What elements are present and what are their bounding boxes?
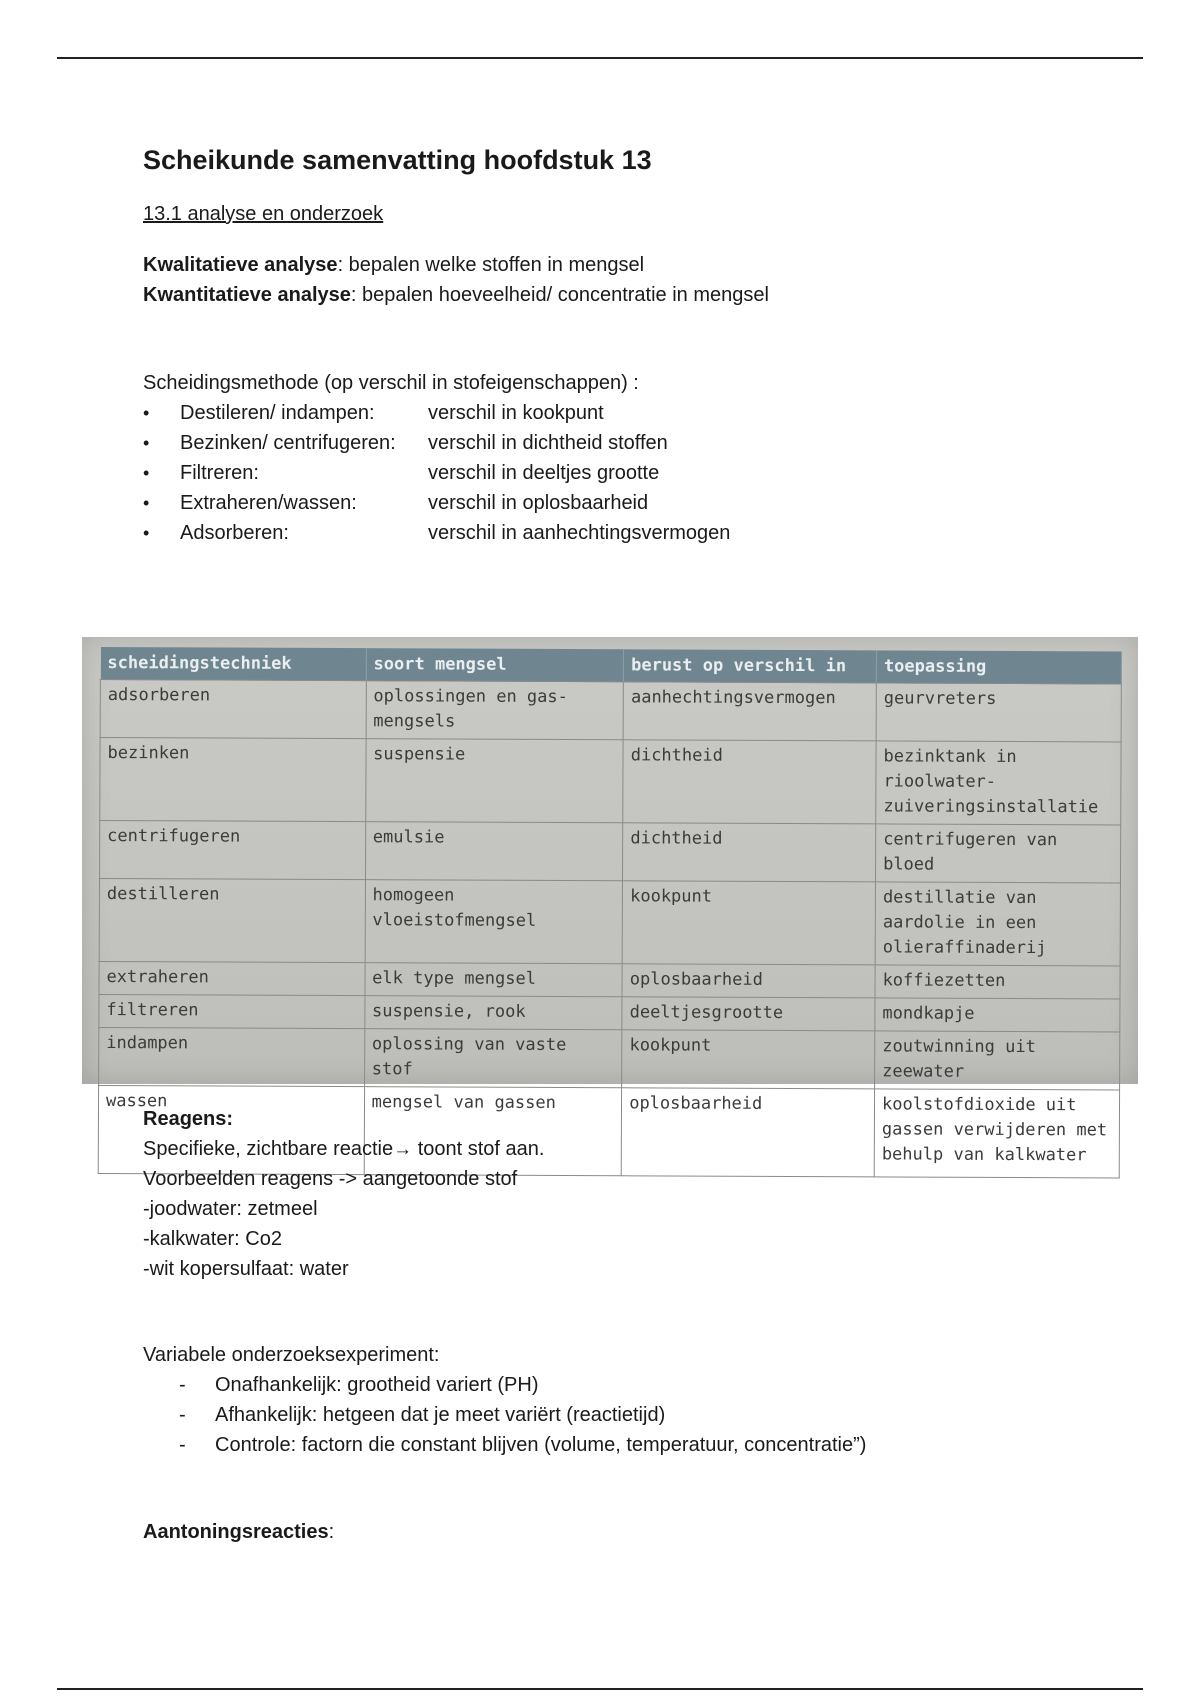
reagens-line-2: Voorbeelden reagens -> aangetoonde stof xyxy=(143,1168,518,1190)
table-cell: suspensie, rook xyxy=(364,996,622,1030)
method-desc: verschil in kookpunt xyxy=(428,402,604,424)
table-row xyxy=(99,994,1120,1031)
variabele-section xyxy=(143,1340,1103,1460)
method-name: Filtreren: xyxy=(180,462,259,484)
column-header: toepassing xyxy=(876,650,1121,684)
kwantitatief-text: : bepalen hoeveelheid/ concentratie in mengsel xyxy=(350,284,769,306)
table-cell: kookpunt xyxy=(622,1030,875,1089)
variabele-item: Controle: factorn die constant blijven (volume, temperatuur, concentratie”) xyxy=(215,1434,867,1456)
reagens-example: -wit kopersulfaat: water xyxy=(143,1258,349,1280)
kwalitatief-term: Kwalitatieve analyse xyxy=(143,254,338,276)
table-cell: elk type mengsel xyxy=(365,963,623,997)
list-item xyxy=(143,398,1103,428)
page-title: Scheikunde samenvatting hoofdstuk 13 xyxy=(143,145,652,175)
variabele-item: Onafhankelijk: grootheid variert (PH) xyxy=(215,1374,539,1396)
reagens-example: -kalkwater: Co2 xyxy=(143,1228,282,1250)
table-cell: centrifugeren van bloed xyxy=(876,824,1121,883)
separation-table xyxy=(98,647,1122,1178)
table-cell: homogeen vloeistofmengsel xyxy=(365,880,623,964)
kwantitatief-line xyxy=(143,280,1103,310)
method-desc: verschil in oplosbaarheid xyxy=(428,492,649,514)
arrow-right-icon: → xyxy=(393,1139,413,1160)
method-name: Extraheren/wassen: xyxy=(180,492,357,514)
reagens-heading xyxy=(143,1104,1103,1134)
variabele-item: Afhankelijk: hetgeen dat je meet variërt (reactietijd) xyxy=(215,1404,666,1426)
column-header: scheidingstechniek xyxy=(100,647,366,681)
table-cell: destilleren xyxy=(99,879,365,963)
table-row xyxy=(99,961,1120,998)
reagens-heading-text: Reagens: xyxy=(143,1108,234,1130)
method-name: Bezinken/ centrifugeren: xyxy=(180,432,396,454)
reagens-text: toont stof aan. xyxy=(412,1138,545,1160)
list-item xyxy=(143,1430,1103,1460)
method-desc: verschil in dichtheid stoffen xyxy=(428,432,668,454)
table-cell: wassen xyxy=(98,1085,364,1174)
methods-intro: Scheidingsmethode (op verschil in stofeigenschappen) : xyxy=(143,372,639,394)
table-cell: oplosbaarheid xyxy=(622,964,875,998)
table-cell: geurvreters xyxy=(876,683,1121,742)
table-header-row xyxy=(100,647,1121,684)
table-cell: mengsel van gassen xyxy=(364,1087,622,1176)
kwantitatief-term: Kwantitatieve analyse xyxy=(143,284,351,306)
list-item xyxy=(143,428,1103,458)
reagens-line-1 xyxy=(143,1134,1103,1164)
table-cell: oplossing van vaste stof xyxy=(364,1029,622,1088)
method-name: Adsorberen: xyxy=(180,522,289,544)
table-cell: kookpunt xyxy=(622,881,875,965)
table-cell: oplossingen en gas-mengsels xyxy=(366,681,624,740)
table-cell: indampen xyxy=(99,1027,365,1086)
aantoning-suffix: : xyxy=(328,1521,335,1543)
dash-icon: - xyxy=(179,1434,186,1456)
kwalitatief-line xyxy=(143,250,1103,280)
method-desc: verschil in deeltjes grootte xyxy=(428,462,660,484)
list-item xyxy=(143,1370,1103,1400)
table-cell: filtreren xyxy=(99,994,365,1028)
list-item xyxy=(143,458,1103,488)
reagens-example: -joodwater: zetmeel xyxy=(143,1198,318,1220)
aantoning-heading: Aantoningsreacties xyxy=(143,1521,329,1543)
dash-icon: - xyxy=(179,1404,186,1426)
table-row xyxy=(99,821,1120,883)
column-header: berust op verschil in xyxy=(624,649,877,683)
table-cell: deeltjesgrootte xyxy=(622,997,875,1031)
table-cell: centrifugeren xyxy=(99,821,365,880)
method-desc: verschil in aanhechtingsvermogen xyxy=(428,522,731,544)
table-cell: dichtheid xyxy=(623,740,876,824)
table-cell: emulsie xyxy=(365,822,623,881)
table-row xyxy=(100,680,1121,742)
bullet-icon: • xyxy=(143,463,150,483)
table-cell: bezinktank in rioolwater-zuiveringsinstallatie xyxy=(876,741,1121,825)
bullet-icon: • xyxy=(143,403,150,423)
list-item xyxy=(143,1400,1103,1430)
dash-icon: - xyxy=(179,1374,186,1396)
table-cell: dichtheid xyxy=(623,823,876,882)
list-item xyxy=(143,488,1103,518)
list-item xyxy=(143,518,1103,548)
table-cell: adsorberen xyxy=(100,680,366,739)
table-cell: suspensie xyxy=(365,739,623,823)
table-row xyxy=(99,1027,1120,1089)
table-cell: bezinken xyxy=(100,738,366,822)
bottom-rule xyxy=(57,1688,1143,1690)
variabele-intro: Variabele onderzoeksexperiment: xyxy=(143,1344,440,1366)
section-subheading: 13.1 analyse en onderzoek xyxy=(143,203,384,225)
kwalitatief-text: : bepalen welke stoffen in mengsel xyxy=(337,254,645,276)
table-cell: aanhechtingsvermogen xyxy=(623,682,876,741)
top-rule xyxy=(57,57,1143,59)
separation-methods xyxy=(143,368,1103,548)
table-cell: oplosbaarheid xyxy=(621,1088,874,1177)
table-cell: mondkapje xyxy=(875,998,1120,1032)
reagens-text: Specifieke, zichtbare reactie xyxy=(143,1138,394,1160)
table-row xyxy=(100,738,1121,825)
table-cell: zoutwinning uit zeewater xyxy=(875,1031,1120,1090)
bullet-icon: • xyxy=(143,523,150,543)
analysis-definitions xyxy=(143,250,1103,310)
method-name: Destileren/ indampen: xyxy=(180,402,375,424)
table-cell: koffiezetten xyxy=(875,965,1120,999)
column-header: soort mengsel xyxy=(366,648,624,682)
reagens-section xyxy=(143,1104,1103,1284)
bullet-icon: • xyxy=(143,493,150,513)
bullet-icon: • xyxy=(143,433,150,453)
table-cell: koolstofdioxide uit gassen verwijderen met behulp van kalkwater xyxy=(874,1089,1119,1178)
table-cell: destillatie van aardolie in een olieraffinaderij xyxy=(875,882,1120,966)
aantoning-section xyxy=(143,1517,1103,1547)
table-cell: extraheren xyxy=(99,961,365,995)
table-row xyxy=(99,879,1120,966)
